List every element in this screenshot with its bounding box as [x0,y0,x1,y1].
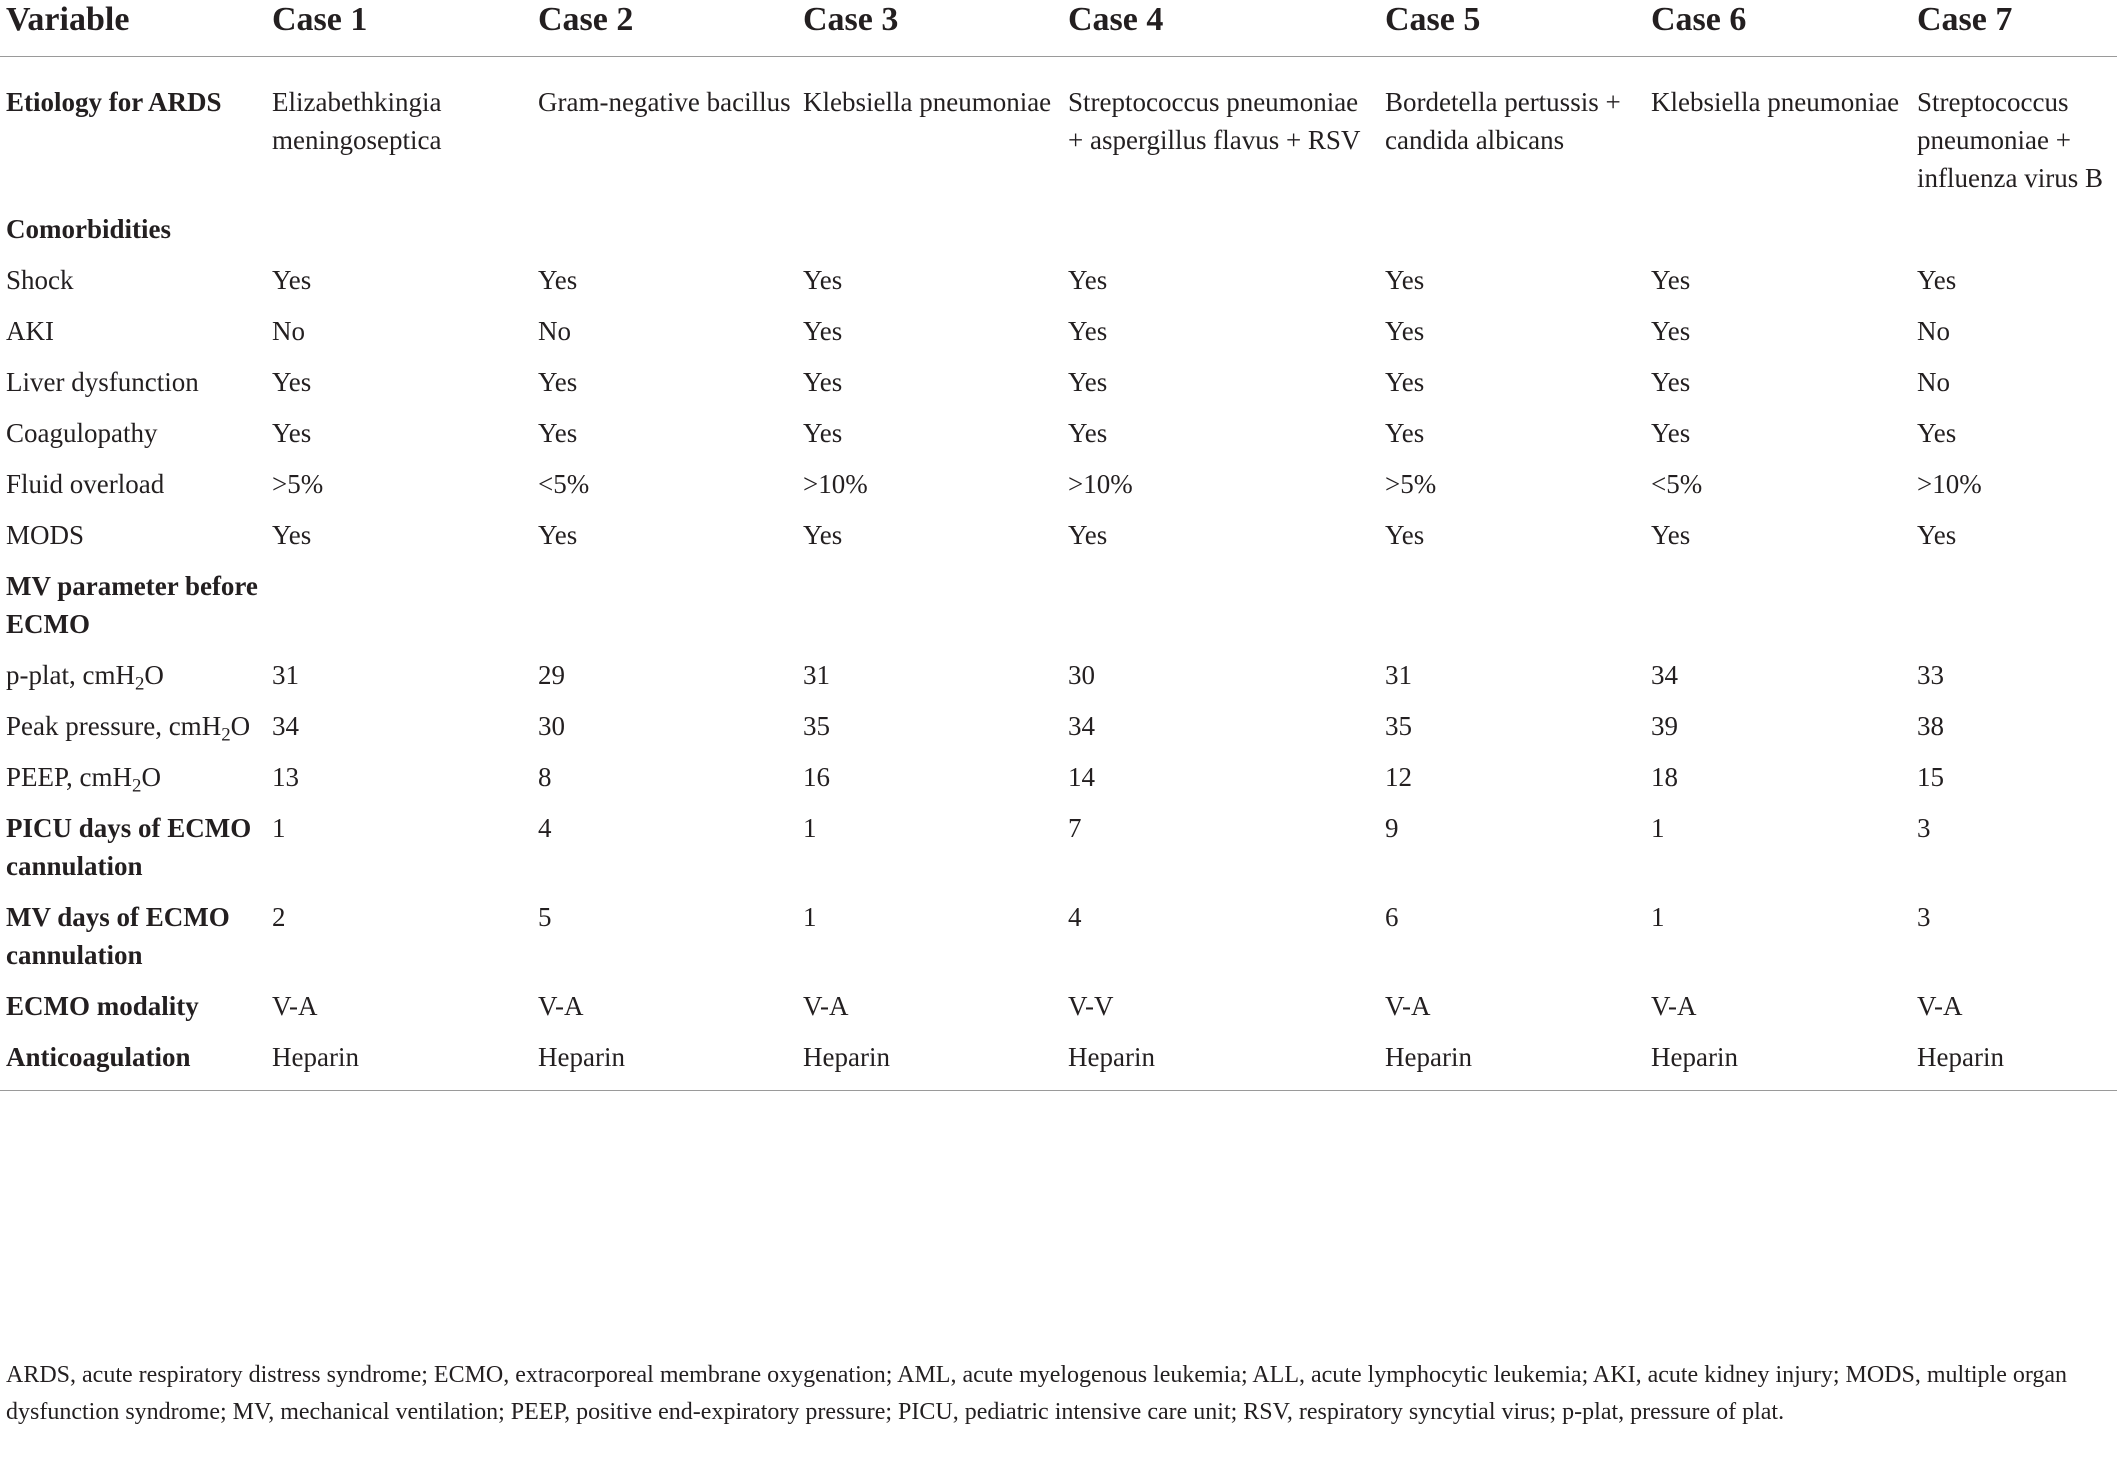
cell-case-5: V-A [1385,991,1431,1021]
cell-case-4 [1062,204,1379,255]
row-label-liver-dysfunction: Liver dysfunction [6,367,199,397]
cell-case-3: 31 [803,660,830,690]
cell-case-4: Yes [1068,367,1108,397]
row-label-mv-days-of-ecmo-cannulation: MV days of ECMO cannulation [6,902,230,970]
cell-case-3: 16 [803,762,830,792]
cell-case-4: Yes [1068,520,1108,550]
cell-case-6: 18 [1651,762,1678,792]
cell-case-1: Yes [272,265,312,295]
cell-case-6: <5% [1651,469,1703,499]
cell-case-4: 30 [1068,660,1095,690]
row-label-coagulopathy: Coagulopathy [6,418,158,448]
cell-case-1: Yes [272,418,312,448]
cell-case-2: Yes [538,367,578,397]
cell-case-3: >10% [803,469,868,499]
cell-case-6: Yes [1651,367,1691,397]
cell-case-7: Yes [1917,520,1957,550]
cell-case-5 [1379,561,1645,650]
header-row [0,0,2117,57]
cell-case-6: 39 [1651,711,1678,741]
cell-case-5: Heparin [1379,1032,1645,1091]
cell-case-7: >10% [1917,469,1982,499]
table-footnote: ARDS, acute respiratory distress syndrome; ECMO, extracorporeal membrane oxygenation; AML, acute myelogenous leukemia; ALL, acute lymphocytic leukemia; AKI, acute kidney injury; MODS, multiple organ dysfunction syndrome; MV, mechanical ventilation; PEEP, positive end-expiratory pressure; PICU, pediatric intensive care unit; RSV, respiratory syncytial virus; p-plat, pressure of plat. [6,1362,2068,1425]
cell-case-6: Yes [1651,520,1691,550]
cell-case-5: Yes [1385,265,1425,295]
subscript-2: 2 [132,775,142,797]
cell-case-2: 29 [538,660,565,690]
cell-case-3: Yes [803,265,843,295]
cell-case-5: Yes [1385,316,1425,346]
cell-case-6: Heparin [1645,1032,1911,1091]
header-case-7: Case 7 [1911,0,2117,57]
cell-case-5: Yes [1385,418,1425,448]
cell-case-1: 1 [272,813,286,843]
row-label-ecmo-modality: ECMO modality [6,991,199,1021]
cell-case-4: 34 [1068,711,1095,741]
row-label-picu-days-of-ecmo-cannulation: PICU days of ECMO cannulation [6,813,252,881]
table-row [0,650,2117,701]
table-row [0,1032,2117,1091]
cell-case-4: 14 [1068,762,1095,792]
cell-case-6: Yes [1651,265,1691,295]
cell-case-3: Yes [803,316,843,346]
cell-case-2 [532,204,797,255]
table-row [0,204,2117,255]
cell-case-4: Yes [1068,316,1108,346]
cell-case-3 [797,204,1062,255]
row-label-p-plat-cmh-o: p-plat, cmH$_2$O [6,660,164,695]
cell-case-2: 8 [538,762,552,792]
row-label-anticoagulation: Anticoagulation [0,1032,266,1091]
cell-case-5 [1379,204,1645,255]
cell-case-1: Heparin [266,1032,532,1091]
cell-case-6 [1645,561,1911,650]
cell-case-5: 6 [1385,902,1399,932]
cell-case-4: Streptococcus pneumoniae + aspergillus flavus + RSV [1068,87,1361,155]
cell-case-2 [532,561,797,650]
cell-case-3: Klebsiella pneumoniae [803,87,1052,117]
table-row [0,892,2117,981]
header-case-4: Case 4 [1062,0,1379,57]
header-case-1: Case 1 [266,0,532,57]
cell-case-1 [266,204,532,255]
cell-case-7: 38 [1917,711,1944,741]
row-label-peak-pressure-cmh-o: Peak pressure, cmH$_2$O [6,711,251,746]
cell-case-6: 1 [1651,902,1665,932]
cell-case-5: 9 [1385,813,1399,843]
cell-case-7 [1911,204,2117,255]
cell-case-1: Elizabethkingia meningoseptica [272,87,442,155]
cell-case-7: Yes [1917,418,1957,448]
cell-case-7: V-A [1917,991,1963,1021]
header-case-2: Case 2 [532,0,797,57]
table-row [0,701,2117,752]
cell-case-1: No [272,316,305,346]
cell-case-7: Streptococcus pneumoniae + influenza virus B [1917,87,2103,193]
cell-case-3: 35 [803,711,830,741]
header-variable: Variable [0,0,266,57]
cell-case-2: V-A [538,991,584,1021]
cell-case-7 [1911,561,2117,650]
cell-case-7: 3 [1917,813,1931,843]
row-label-comorbidities: Comorbidities [6,214,171,244]
cell-case-4: Yes [1068,418,1108,448]
cell-case-4: >10% [1068,469,1133,499]
cell-case-5: Bordetella pertussis + candida albicans [1385,87,1621,155]
cell-case-7: 15 [1917,762,1944,792]
row-label-fluid-overload: Fluid overload [6,469,165,499]
table-row [0,408,2117,459]
table-row [0,752,2117,803]
cell-case-1: 31 [272,660,299,690]
cell-case-3: Yes [803,367,843,397]
cell-case-7: 33 [1917,660,1944,690]
cell-case-5: 35 [1385,711,1412,741]
cell-case-7: No [1917,367,1950,397]
cell-case-5: >5% [1385,469,1437,499]
cell-case-6 [1645,204,1911,255]
table-row [0,57,2117,205]
table-row [0,510,2117,561]
row-label-etiology-for-ards: Etiology for ARDS [6,87,222,117]
cell-case-5: 12 [1385,762,1412,792]
row-label-shock: Shock [6,265,74,295]
cell-case-2: Yes [538,418,578,448]
table-row [0,459,2117,510]
table-row [0,561,2117,650]
row-label-mods: MODS [6,520,85,550]
row-label-mv-parameter-before-ecmo: MV parameter before ECMO [6,571,258,639]
cell-case-6: Yes [1651,418,1691,448]
cell-case-5: Yes [1385,367,1425,397]
cell-case-1: Yes [272,520,312,550]
cell-case-1: >5% [272,469,324,499]
cell-case-3: Yes [803,520,843,550]
cell-case-7: Yes [1917,265,1957,295]
cell-case-6: Yes [1651,316,1691,346]
header-case-3: Case 3 [797,0,1062,57]
subscript-2: 2 [134,673,145,695]
cell-case-6: 1 [1651,813,1665,843]
cell-case-3 [797,561,1062,650]
row-label-peep-cmh-o: PEEP, cmH$_2$O [6,762,161,797]
cell-case-2: 5 [538,902,552,932]
cell-case-3: Yes [803,418,843,448]
cell-case-3: V-A [803,991,849,1021]
cell-case-2: No [538,316,571,346]
cell-case-7: 3 [1917,902,1931,932]
cell-case-7: Heparin [1911,1032,2117,1091]
cell-case-4 [1062,561,1379,650]
cell-case-2: 4 [538,813,552,843]
cell-case-2: 30 [538,711,565,741]
cell-case-4: Yes [1068,265,1108,295]
cell-case-2: Gram-negative bacillus [538,87,791,117]
cell-case-2: <5% [538,469,590,499]
cell-case-1 [266,561,532,650]
cell-case-4: V-V [1068,991,1114,1021]
cell-case-4: 4 [1068,902,1082,932]
cell-case-6: V-A [1651,991,1697,1021]
cell-case-6: Klebsiella pneumoniae [1651,87,1900,117]
cell-case-2: Yes [538,520,578,550]
cell-case-5: 31 [1385,660,1412,690]
table-row [0,981,2117,1032]
cell-case-1: Yes [272,367,312,397]
cell-case-1: 2 [272,902,286,932]
row-label-aki: AKI [6,316,54,346]
cell-case-3: 1 [803,813,817,843]
cell-case-1: V-A [272,991,318,1021]
table-row [0,306,2117,357]
cell-case-2: Yes [538,265,578,295]
cell-case-3: Heparin [797,1032,1062,1091]
cell-case-4: Heparin [1062,1032,1379,1091]
cell-case-2: Heparin [532,1032,797,1091]
cell-case-1: 34 [272,711,299,741]
cell-case-1: 13 [272,762,299,792]
cell-case-4: 7 [1068,813,1082,843]
cell-case-5: Yes [1385,520,1425,550]
table-row [0,357,2117,408]
table-row [0,803,2117,892]
table-row [0,255,2117,306]
cell-case-7: No [1917,316,1950,346]
header-case-5: Case 5 [1379,0,1645,57]
cell-case-6: 34 [1651,660,1678,690]
header-case-6: Case 6 [1645,0,1911,57]
subscript-2: 2 [221,724,231,746]
cell-case-3: 1 [803,902,817,932]
